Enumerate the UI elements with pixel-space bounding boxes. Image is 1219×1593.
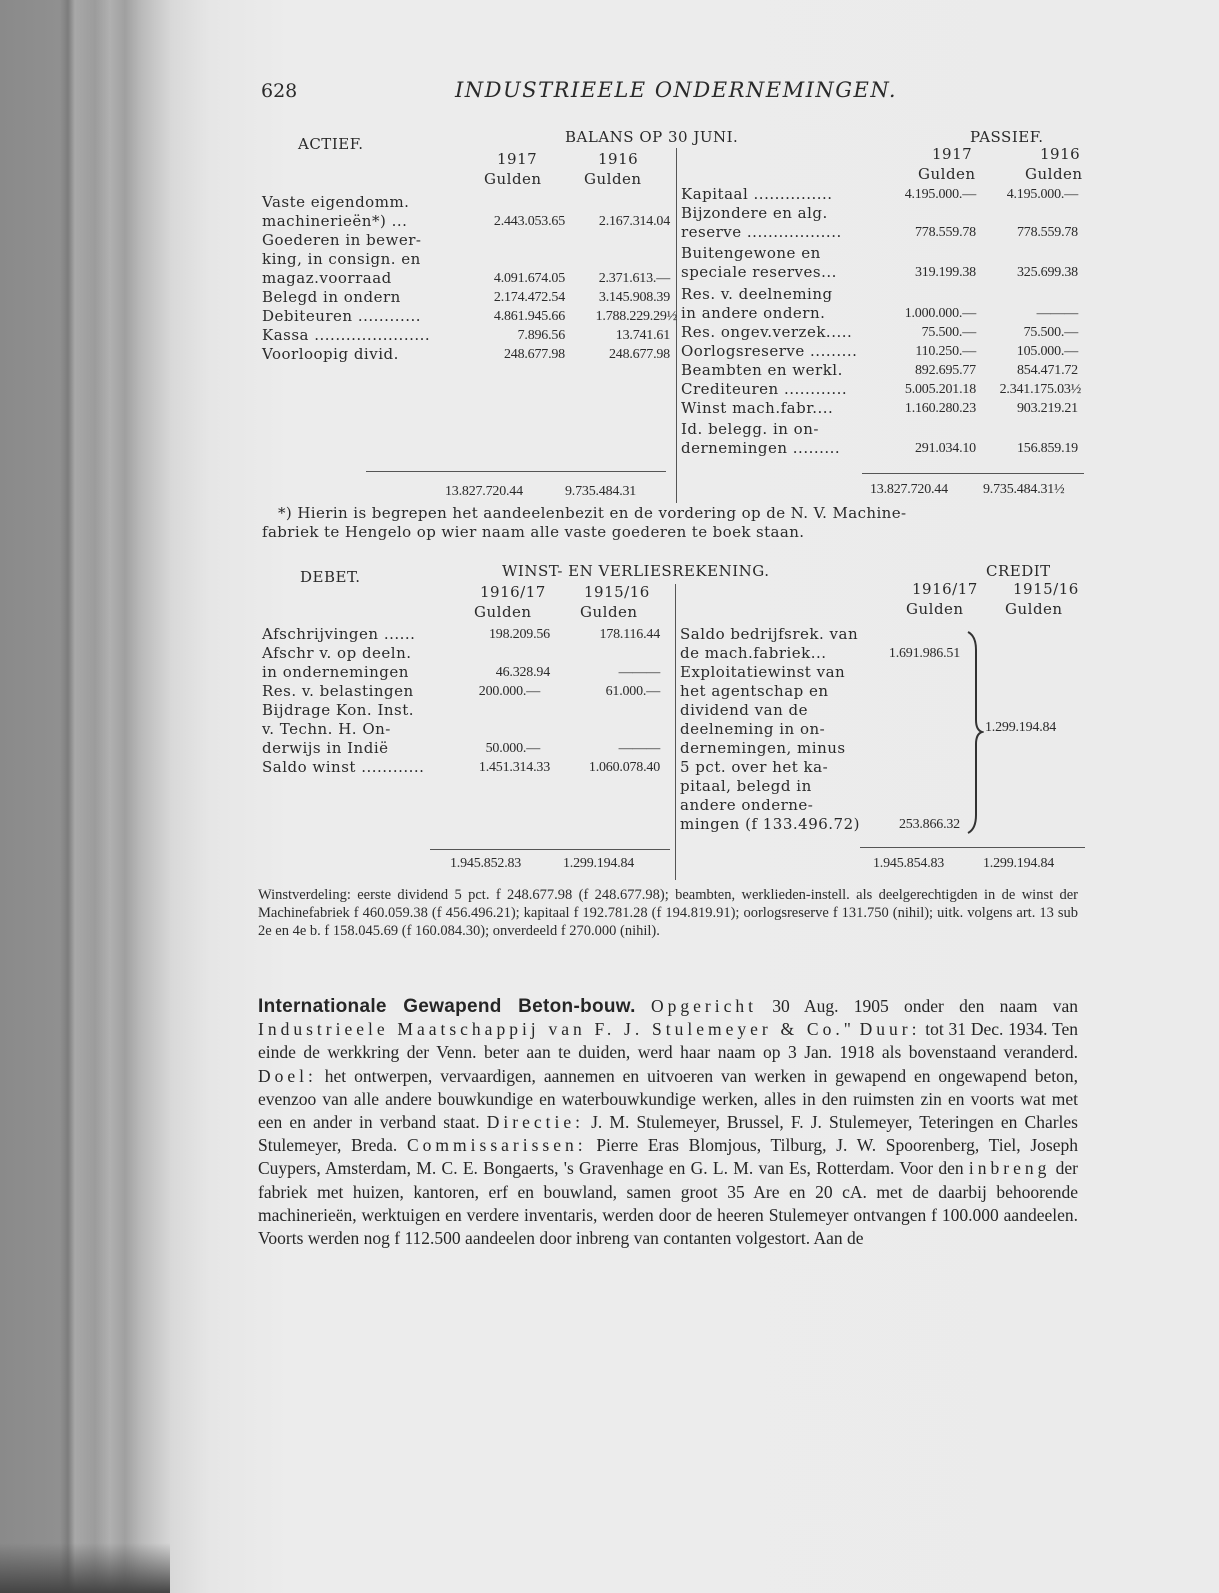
debet-col-unit-1: Gulden bbox=[474, 603, 532, 621]
credit-col-unit-1: Gulden bbox=[906, 600, 964, 618]
table-row: dernemingen ......... 291.034.10 156.859.19 bbox=[681, 439, 1078, 457]
pl-title: WINST- EN VERLIESREKENING. bbox=[502, 562, 770, 580]
credit-total-2: 1.299.194.84 bbox=[983, 856, 1055, 871]
table-row: Oorlogsreserve ......... 110.250.— 105.000.— bbox=[681, 342, 1078, 360]
company-name: Internationale Gewapend Beton-bouw. bbox=[258, 996, 636, 1017]
debet-total-1: 1.945.852.83 bbox=[450, 856, 522, 871]
table-row: in andere ondern. 1.000.000.— ——— bbox=[681, 304, 1078, 322]
passief-label: PASSIEF. bbox=[970, 128, 1044, 146]
table-row: Vaste eigendomm. bbox=[262, 193, 410, 211]
actief-col-1916: 1916 bbox=[598, 150, 639, 168]
table-row: 5 pct. over het ka- bbox=[680, 758, 829, 776]
total-rule-actief bbox=[366, 471, 666, 472]
table-row: Saldo bedrijfsrek. van bbox=[680, 625, 859, 643]
profit-distribution-label: Winstverdeling: bbox=[258, 887, 351, 903]
table-row: dernemingen, minus bbox=[680, 739, 846, 757]
table-row: Kassa ...................... 7.896.56 13.741.61 bbox=[262, 326, 670, 344]
table-row: Voorloopig divid. 248.677.98 248.677.98 bbox=[262, 345, 670, 363]
curly-brace-icon bbox=[962, 630, 984, 835]
table-row: de mach.fabriek... 1.691.986.51 bbox=[680, 644, 960, 662]
table-row: speciale reserves... 319.199.38 325.699.38 bbox=[681, 263, 1078, 281]
actief-col-1917: 1917 bbox=[497, 150, 538, 168]
table-row: Goederen in bewer- bbox=[262, 231, 422, 249]
table-row: king, in consign. en bbox=[262, 250, 421, 268]
debet-total-2: 1.299.194.84 bbox=[563, 856, 635, 871]
credit-col-2: 1915/16 bbox=[1013, 580, 1079, 598]
footnote-line-2: fabriek te Hengelo op wier naam alle vaste goederen te boek staan. bbox=[262, 523, 805, 541]
table-row: Exploitatiewinst van bbox=[680, 663, 846, 681]
page-number: 628 bbox=[261, 80, 298, 102]
table-row: Id. belegg. in on- bbox=[681, 420, 819, 438]
table-row: Beambten en werkl. 892.695.77 854.471.72 bbox=[681, 361, 1078, 379]
credit-label: CREDIT bbox=[986, 562, 1051, 580]
table-row: het agentschap en bbox=[680, 682, 829, 700]
table-row: Res. ongev.verzek..... 75.500.— 75.500.— bbox=[681, 323, 1078, 341]
table-row: in ondernemingen 46.328.94 ——— bbox=[262, 663, 660, 681]
actief-label: ACTIEF. bbox=[298, 135, 364, 153]
table-row: Buitengewone en bbox=[681, 244, 821, 262]
table-row: derwijs in Indië 50.000.— ——— bbox=[262, 739, 660, 757]
actief-total-1917: 13.827.720.44 bbox=[445, 484, 523, 499]
table-row: Res. v. deelneming bbox=[681, 285, 833, 303]
profit-distribution-text: eerste dividend 5 pct. f 248.677.98 (f 248.677.98); beambten, werklieden-instell. als deelgerechtigden in de winst der Machinefabriek f 460.059.38 (f 456.496.21); kapitaal f 192.781.28 (f 194.819.91); oorlogsreserve f 131.750 (nihil); uitk. volgens art. 13 sub 2e en 4e b. f 158.045.69 (f 160.084.30); onverdeeld f 270.000 (nihil). bbox=[258, 887, 1079, 939]
credit-col-unit-2: Gulden bbox=[1005, 600, 1063, 618]
debet-label: DEBET. bbox=[300, 568, 361, 586]
table-row: Res. v. belastingen 200.000.— 61.000.— bbox=[262, 682, 660, 700]
table-row: Debiteuren ............ 4.861.945.66 1.788.229.29½ bbox=[262, 307, 677, 325]
passief-col-unit-1: Gulden bbox=[918, 165, 976, 183]
table-row: Afschr v. op deeln. bbox=[262, 644, 412, 662]
running-title: INDUSTRIEELE ONDERNEMINGEN. bbox=[455, 78, 898, 102]
footnote-line-1: *) Hierin is begrepen het aandeelenbezit en de vordering op de N. V. Machine- bbox=[278, 504, 907, 522]
pl-divider bbox=[675, 584, 676, 880]
total-rule-debet bbox=[430, 849, 670, 850]
total-rule-passief bbox=[862, 473, 1084, 474]
actief-col-unit-1: Gulden bbox=[484, 170, 542, 188]
table-row: dividend van de bbox=[680, 701, 809, 719]
actief-total-1916: 9.735.484.31 bbox=[565, 484, 637, 499]
table-row: reserve .................. 778.559.78 778.559.78 bbox=[681, 223, 1078, 241]
table-row: mingen (f 133.496.72) 253.866.32 bbox=[680, 815, 960, 833]
debet-col-2: 1915/16 bbox=[584, 583, 650, 601]
balance-title: BALANS OP 30 JUNI. bbox=[565, 128, 739, 146]
company-entry: Internationale Gewapend Beton-bouw. Opgericht 30 Aug. 1905 onder den naam van Industrieele Maatschappij van F. J. Stulemeyer & Co." Duur: tot 31 Dec. 1934. Ten einde de werkkring der Venn. beter aan te duiden, werd haar naam op 3 Jan. 1918 als bovenstaand veranderd. Doel: het ontwerpen, vervaardigen, aannemen en uitvoeren van werken in gewapend en ongewapend beton, evenzoo van alle andere bouwkundige en waterbouwkundige werken, alles in den ruimsten zin en voorts wat met een en ander in verband staat. Directie: J. M. Stulemeyer, Brussel, F. J. Stulemeyer, Teteringen en Charles Stulemeyer, Breda. Commissarissen: Pierre Eras Blomjous, Tilburg, J. W. Spoorenberg, Tiel, Joseph Cuypers, Amsterdam, M. C. E. Bongaerts, 's Gravenhage en G. L. M. van Es, Rotterdam. Voor den inbreng der fabriek met huizen, kantoren, erf en bouwland, samen groot 35 Are en 20 cA. met de daarbij behoorende machinerieën, werktuigen en verdere inventaris, werden door de heeren Stulemeyer ontvangen f 100.000 aandeelen. Voorts werden nog f 112.500 aandeelen door inbreng van contanten volgestort. Aan de bbox=[258, 996, 1078, 1249]
table-row: magaz.voorraad 4.091.674.05 2.371.613.— bbox=[262, 269, 670, 287]
table-row: Crediteuren ............ 5.005.201.18 2.341.175.03½ bbox=[681, 380, 1081, 398]
book-binding-edge bbox=[0, 0, 170, 1593]
credit-total-1: 1.945.854.83 bbox=[873, 856, 945, 871]
table-row: andere onderne- bbox=[680, 796, 814, 814]
table-row: machinerieën*) ... 2.443.053.65 2.167.314.04 bbox=[262, 212, 670, 230]
table-row: Kapitaal ............... 4.195.000.— 4.195.000.— bbox=[681, 185, 1078, 203]
actief-col-unit-2: Gulden bbox=[584, 170, 642, 188]
table-row: deelneming in on- bbox=[680, 720, 826, 738]
debet-col-unit-2: Gulden bbox=[580, 603, 638, 621]
table-row: Bijdrage Kon. Inst. bbox=[262, 701, 415, 719]
passief-col-1917: 1917 bbox=[932, 145, 973, 163]
table-row: pitaal, belegd in bbox=[680, 777, 812, 795]
credit-col-1: 1916/17 bbox=[912, 580, 978, 598]
table-row: Bijzondere en alg. bbox=[681, 204, 828, 222]
credit-bracket-value: 1.299.194.84 bbox=[985, 720, 1057, 735]
binding-shadow bbox=[0, 1543, 170, 1593]
table-row: Saldo winst ............ 1.451.314.33 1.060.078.40 bbox=[262, 758, 660, 776]
table-row: Belegd in ondern 2.174.472.54 3.145.908.39 bbox=[262, 288, 670, 306]
passief-col-1916: 1916 bbox=[1040, 145, 1081, 163]
debet-col-1: 1916/17 bbox=[480, 583, 546, 601]
passief-total-1916: 9.735.484.31½ bbox=[983, 482, 1065, 497]
passief-col-unit-2: Gulden bbox=[1025, 165, 1083, 183]
table-row: Afschrijvingen ...... 198.209.56 178.116.44 bbox=[262, 625, 660, 643]
total-rule-credit bbox=[860, 847, 1085, 848]
profit-distribution bbox=[258, 886, 1078, 940]
table-row: Winst mach.fabr.... 1.160.280.23 903.219.21 bbox=[681, 399, 1078, 417]
passief-total-1917: 13.827.720.44 bbox=[870, 482, 948, 497]
table-row: v. Techn. H. On- bbox=[262, 720, 391, 738]
